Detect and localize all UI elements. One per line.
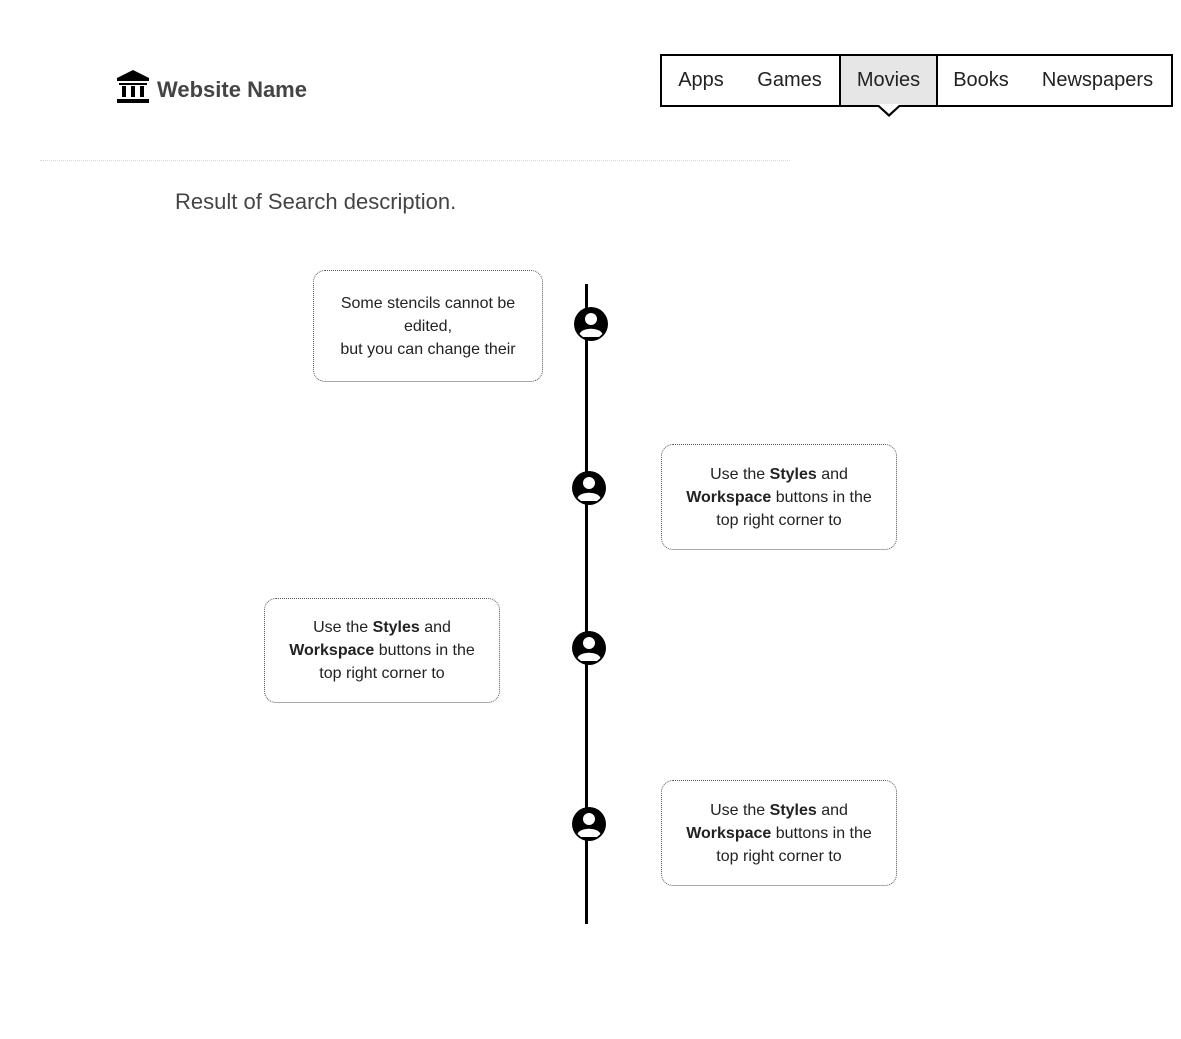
card-text: Use the Styles and Workspace buttons in the top right corner to bbox=[686, 465, 872, 529]
result-description: Result of Search description. bbox=[175, 189, 457, 214]
tab-apps[interactable] bbox=[662, 56, 740, 105]
person-circle-icon bbox=[571, 806, 607, 842]
timeline-card bbox=[661, 444, 897, 550]
tab-newspapers[interactable] bbox=[1024, 56, 1171, 105]
timeline-card bbox=[313, 270, 543, 382]
card-text: Use the Styles and Workspace buttons in the top right corner to bbox=[686, 801, 872, 865]
timeline-card bbox=[661, 780, 897, 886]
person-circle-icon bbox=[571, 470, 607, 506]
card-text: Use the Styles and Workspace buttons in the top right corner to bbox=[289, 619, 475, 682]
card-text: Some stencils cannot be edited, but you can change their bbox=[340, 294, 516, 358]
brand[interactable] bbox=[116, 67, 307, 107]
person-circle-icon bbox=[571, 630, 607, 666]
tab-movies[interactable] bbox=[839, 56, 938, 105]
tab-games[interactable] bbox=[740, 56, 839, 105]
tab-label: Books bbox=[953, 69, 1009, 91]
timeline-card bbox=[264, 598, 500, 703]
site-name: Website Name bbox=[157, 77, 307, 102]
museum-icon bbox=[116, 69, 150, 105]
header-divider bbox=[40, 160, 790, 161]
tab-label: Movies bbox=[856, 69, 921, 91]
tab-books[interactable] bbox=[938, 56, 1024, 105]
tab-label: Games bbox=[757, 69, 822, 91]
top-nav bbox=[660, 54, 1173, 107]
tab-label: Apps bbox=[678, 69, 724, 91]
tab-label: Newspapers bbox=[1041, 69, 1154, 91]
person-circle-icon bbox=[573, 306, 609, 342]
